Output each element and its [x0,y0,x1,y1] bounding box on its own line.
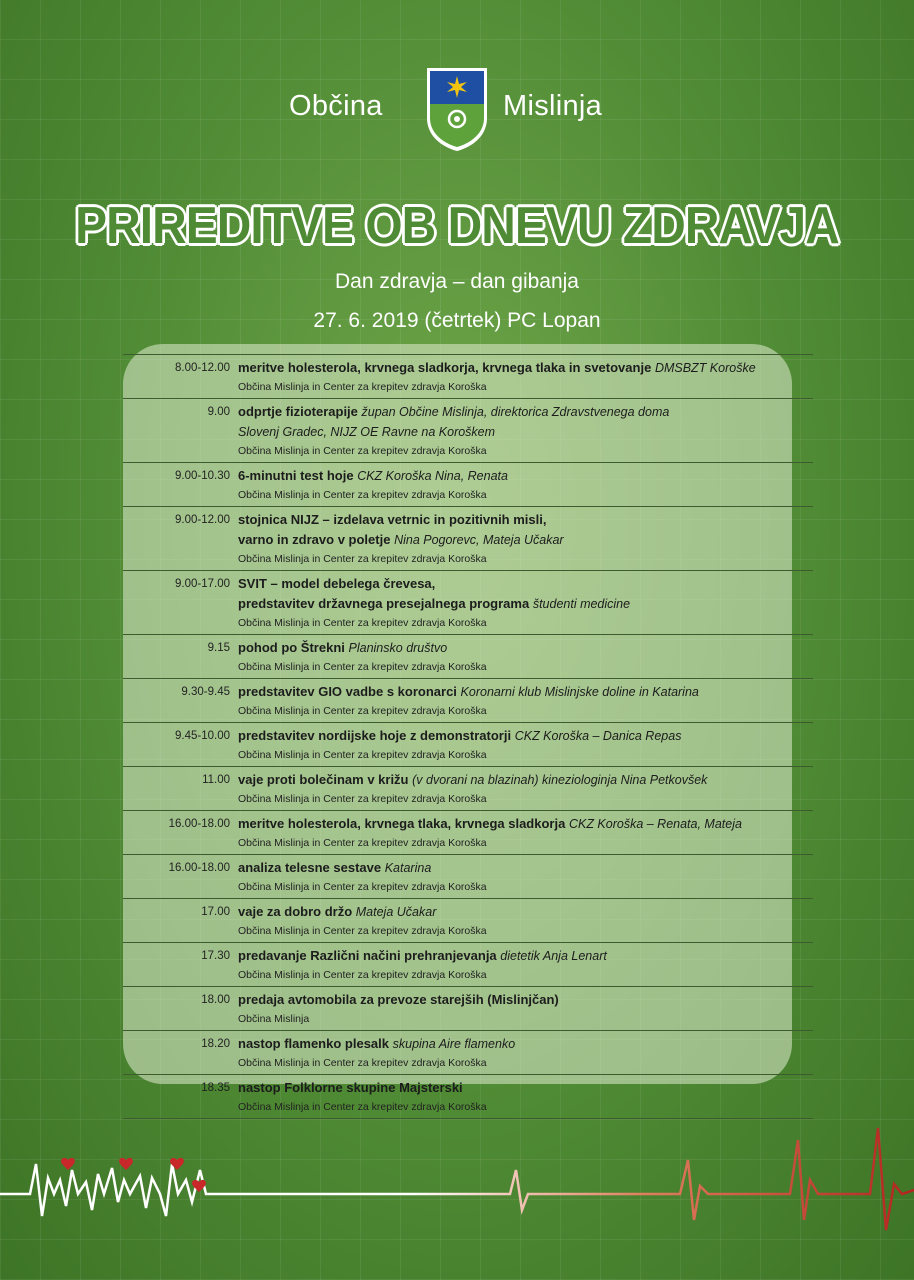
event-presenter: skupina Aire flamenko [392,1037,516,1051]
event-organizer: Občina Mislinja in Center za krepitev zdravja Koroška [238,837,487,849]
event-presenter: (v dvorani na blazinah) kineziologinja Nina Petkovšek [412,773,708,787]
event-organizer: Občina Mislinja in Center za krepitev zdravja Koroška [238,969,487,981]
event-line [238,530,813,550]
event-title: SVIT – model debelega črevesa, [238,576,436,591]
event-organizer: Občina Mislinja in Center za krepitev zdravja Koroška [238,749,487,761]
event-title: meritve holesterola, krvnega sladkorja, krvnega tlaka in svetovanje [238,360,652,375]
event-presenter: Nina Pogorevc, Mateja Učakar [394,533,564,547]
coat-of-arms-icon [425,66,489,152]
event-organizer: Občina Mislinja in Center za krepitev zdravja Koroška [238,1057,487,1069]
event-time: 9.30-9.45 [181,686,230,698]
event-title: odprtje fizioterapije [238,404,358,419]
schedule-row [123,570,813,634]
event-title: vaje za dobro držo [238,904,353,919]
event-title: predaja avtomobila za prevoze starejših (Mislinjčan) [238,992,559,1007]
event-presenter: župan Občine Mislinja, direktorica Zdravstvenega doma [361,405,670,419]
event-organizer: Občina Mislinja in Center za krepitev zdravja Koroška [238,445,487,457]
event-presenter: dietetik Anja Lenart [500,949,607,963]
event-organizer: Občina Mislinja in Center za krepitev zdravja Koroška [238,793,487,805]
schedule-row [123,854,813,898]
event-time: 18.35 [201,1082,230,1094]
schedule-row [123,634,813,678]
event-title: predstavitev državnega presejalnega programa [238,596,530,611]
event-time: 9.00-10.30 [175,470,230,482]
schedule-list [123,354,813,1119]
schedule-row [123,722,813,766]
event-presenter: Koronarni klub Mislinjske doline in Katarina [460,685,699,699]
schedule-row [123,942,813,986]
schedule-row [123,1074,813,1119]
event-content [238,946,813,984]
event-title: predstavitev GIO vadbe s koronarci [238,684,457,699]
event-content [238,574,813,632]
event-time: 16.00-18.00 [168,818,230,830]
event-organizer: Občina Mislinja in Center za krepitev zdravja Koroška [238,1101,487,1113]
event-content [238,510,813,568]
event-organizer: Občina Mislinja in Center za krepitev zdravja Koroška [238,617,487,629]
event-time: 9.15 [207,642,230,654]
event-title: stojnica NIJZ – izdelava vetrnic in pozitivnih misli, [238,512,547,527]
event-line [238,358,813,378]
event-presenter: CKZ Koroška – Danica Repas [514,729,682,743]
event-content [238,902,813,940]
heart-icon [61,1158,75,1170]
event-title: pohod po Štrekni [238,640,345,655]
heart-icon [119,1158,133,1170]
event-content [238,682,813,720]
schedule-row [123,354,813,398]
schedule-row [123,398,813,462]
event-title: varno in zdravo v poletje [238,532,391,547]
event-line [238,902,813,922]
header [0,66,914,156]
event-presenter: Mateja Učakar [355,905,437,919]
event-presenter: CKZ Koroška – Renata, Mateja [568,817,742,831]
event-content [238,358,813,396]
event-line [238,422,813,442]
event-presenter: DMSBZT Koroške [654,361,756,375]
event-content [238,726,813,764]
event-content [238,466,813,504]
schedule-row [123,1030,813,1074]
event-time: 17.00 [201,906,230,918]
event-organizer: Občina Mislinja in Center za krepitev zdravja Koroška [238,489,487,501]
event-title: nastop Folklorne skupine Majsterski [238,1080,463,1095]
event-line [238,946,813,966]
schedule-row [123,898,813,942]
event-line [238,1034,813,1054]
event-line [238,402,813,422]
event-time: 18.20 [201,1038,230,1050]
schedule-row [123,678,813,722]
schedule-row [123,810,813,854]
event-time: 11.00 [202,774,230,786]
page-title: PRIREDITVE OB DNEVU ZDRAVJA [75,197,839,255]
event-time: 18.00 [201,994,230,1006]
event-time: 9.00-17.00 [175,578,230,590]
event-title: nastop flamenko plesalk [238,1036,389,1051]
event-time: 9.00 [207,406,230,418]
municipality-word: Občina [289,90,383,122]
event-content [238,402,813,460]
event-presenter: Slovenj Gradec, NIJZ OE Ravne na Koroškem [238,425,496,439]
schedule-row [123,462,813,506]
event-organizer: Občina Mislinja in Center za krepitev zdravja Koroška [238,381,487,393]
event-content [238,814,813,852]
event-organizer: Občina Mislinja in Center za krepitev zdravja Koroška [238,925,487,937]
event-presenter: Katarina [384,861,432,875]
date-location: 27. 6. 2019 (četrtek) PC Lopan [313,309,601,332]
event-content [238,638,813,676]
event-organizer: Občina Mislinja in Center za krepitev zdravja Koroška [238,553,487,565]
event-line [238,858,813,878]
event-line [238,574,813,594]
schedule-row [123,986,813,1030]
event-content [238,1078,813,1116]
event-time: 16.00-18.00 [168,862,230,874]
event-line [238,510,813,530]
event-title: predavanje Različni načini prehranjevanja [238,948,497,963]
event-line [238,990,813,1010]
event-title: predstavitev nordijske hoje z demonstratorji [238,728,512,743]
event-line [238,466,813,486]
event-presenter: CKZ Koroška Nina, Renata [357,469,508,483]
subtitle: Dan zdravja – dan gibanja [334,270,579,293]
event-line [238,1078,813,1098]
event-time: 17.30 [201,950,230,962]
event-presenter: študenti medicine [532,597,631,611]
schedule-row [123,506,813,570]
event-line [238,726,813,746]
event-content [238,1034,813,1072]
event-line [238,682,813,702]
event-organizer: Občina Mislinja in Center za krepitev zdravja Koroška [238,881,487,893]
event-content [238,990,813,1028]
event-title: analiza telesne sestave [238,860,382,875]
municipality-name: Mislinja [503,90,603,122]
event-time: 9.45-10.00 [175,730,230,742]
event-line [238,770,813,790]
event-title: vaje proti bolečinam v križu [238,772,409,787]
event-title: 6-minutni test hoje [238,468,354,483]
event-content [238,858,813,896]
event-organizer: Občina Mislinja [238,1013,310,1025]
event-organizer: Občina Mislinja in Center za krepitev zdravja Koroška [238,705,487,717]
event-organizer: Občina Mislinja in Center za krepitev zdravja Koroška [238,661,487,673]
event-line [238,638,813,658]
event-line [238,814,813,834]
event-presenter: Planinsko društvo [348,641,448,655]
event-time: 9.00-12.00 [175,514,230,526]
event-line [238,594,813,614]
event-time: 8.00-12.00 [175,362,230,374]
schedule-row [123,766,813,810]
event-content [238,770,813,808]
heartbeat-line-icon [0,1120,914,1240]
event-title: meritve holesterola, krvnega tlaka, krvnega sladkorja [238,816,566,831]
